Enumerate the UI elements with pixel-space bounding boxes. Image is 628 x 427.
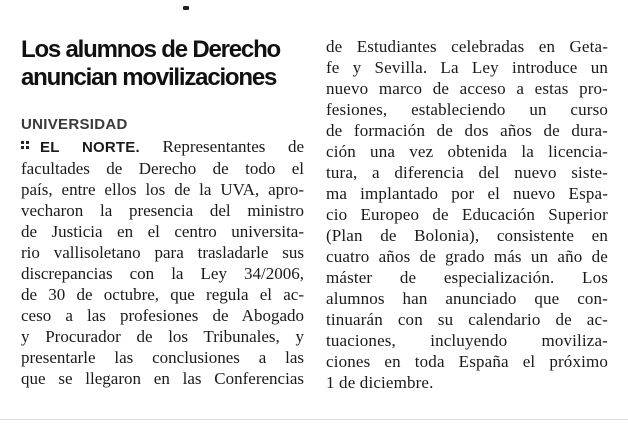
left-line-6: discrepancias con la Ley 34/2006, bbox=[21, 264, 304, 283]
right-line-10: cuatro años de grado más un año de bbox=[326, 247, 608, 266]
left-line-3: vecharon la presencia del ministro bbox=[21, 201, 304, 220]
left-line-5: rio vallisoletano para trasladarle sus bbox=[21, 243, 304, 262]
right-line-6: tura, a diferencia del nuevo siste- bbox=[326, 163, 608, 182]
right-line-8: cio Europeo de Educación Superior bbox=[326, 205, 608, 224]
byline-icon bbox=[21, 141, 34, 151]
right-line-12: alumnos han anunciado que con- bbox=[326, 289, 608, 308]
right-line-1: fe y Sevilla. La Ley introduce un bbox=[326, 58, 608, 77]
left-line-0: Representantes de bbox=[162, 137, 305, 156]
left-line-4: de Justicia en el centro universita- bbox=[21, 222, 304, 241]
right-column bbox=[326, 36, 608, 393]
right-line-11: máster de especialización. Los bbox=[326, 268, 608, 287]
body-line bbox=[21, 136, 304, 158]
left-line-2: país, entre ellos los de la UVA, apro- bbox=[21, 180, 304, 199]
right-line-15: ciones en toda España el próximo bbox=[326, 352, 608, 371]
headline: Los alumnos de Derecho anuncian movilizaciones bbox=[21, 36, 280, 91]
left-line-10: presentarle las conclusiones a las bbox=[21, 348, 304, 367]
left-column bbox=[21, 36, 304, 389]
left-line-9: y Procurador de los Tribunales, y bbox=[21, 327, 304, 346]
byline: EL NORTE. bbox=[40, 139, 140, 156]
left-line-8: ceso a las profesiones de Abogado bbox=[21, 306, 304, 325]
right-line-2: nuevo marco de acceso a estas pro- bbox=[326, 79, 608, 98]
right-line-4: de formación de dos años de dura- bbox=[326, 121, 608, 140]
right-line-0: de Estudiantes celebradas en Geta- bbox=[326, 37, 608, 56]
right-line-3: fesiones, estableciendo un curso bbox=[326, 100, 608, 119]
left-line-7: de 30 de octubre, que regula el ac- bbox=[21, 285, 304, 304]
left-body bbox=[21, 136, 304, 389]
right-line-13: tinuarán con su calendario de ac- bbox=[326, 310, 608, 329]
right-line-16: 1 de diciembre. bbox=[326, 373, 434, 392]
left-line-11: que se llegaron en las Conferencias bbox=[21, 369, 304, 388]
right-line-9: (Plan de Bolonia), consistente en bbox=[326, 226, 608, 245]
bottom-edge bbox=[0, 419, 628, 420]
right-line-7: ma implantado por el nuevo Espa- bbox=[326, 184, 608, 203]
section-label: UNIVERSIDAD bbox=[21, 116, 128, 133]
left-line-1: facultades de Derecho de todo el bbox=[21, 159, 304, 178]
right-line-14: tuaciones, incluyendo moviliza- bbox=[326, 331, 608, 350]
print-mark bbox=[183, 6, 189, 10]
right-body bbox=[326, 36, 608, 393]
right-line-5: ción una vez obtenida la licencia- bbox=[326, 142, 608, 161]
